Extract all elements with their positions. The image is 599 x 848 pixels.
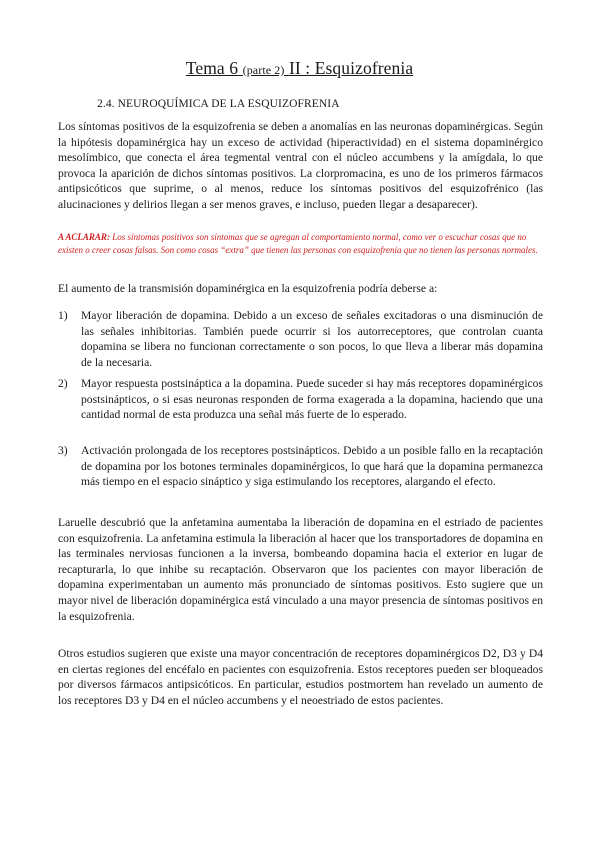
causes-intro-paragraph: El aumento de la transmisión dopaminérgica en la esquizofrenia podría deberse a:: [58, 282, 438, 295]
clarification-label: A ACLARAR:: [58, 232, 110, 242]
title-main: Tema 6: [185, 58, 239, 78]
list-item-number: 3): [58, 444, 68, 457]
receptors-paragraph: Otros estudios sugieren que existe una mayor concentración de receptores dopaminérgicos D2, D3 y D4 en ciertas regiones del encéfalo en pacientes con esquizofrenia. Estos receptores pueden ser bloqueados por diversos fármacos antipsicóticos. En particular, estudios postmortem han revelado un aumento de los receptores D3 y D4 en el núcleo accumbens y el neoestriado de estos pacientes.: [58, 647, 543, 707]
list-item-text: Activación prolongada de los receptores postsinápticos. Debido a un posible fallo en la recaptación de dopamina por los botones terminales dopaminérgicos, lo que hará que la dopamina permanezca más tiempo en el espacio sináptico y siga estimulando los receptores, alargando el efecto.: [81, 444, 543, 489]
section-heading: 2.4. NEUROQUÍMICA DE LA ESQUIZOFRENIA: [97, 98, 340, 110]
clarification-note: [58, 231, 543, 258]
list-item-number: 2): [58, 377, 68, 390]
clarification-text: Los síntomas positivos son síntomas que se agregan al comportamiento normal, como ver o escuchar cosas que no existen o creer cosas falsas. Son como cosas “extra” que tienen las personas con esquizofrenia que no tienen las personas normales.: [58, 232, 538, 256]
title-rest: II : Esquizofrenia: [288, 58, 414, 78]
title-part: (parte 2): [242, 63, 285, 77]
page-title: [0, 58, 599, 79]
list-item-text: Mayor liberación de dopamina. Debido a un exceso de señales excitadoras o una disminución de las señales inhibitorias. También puede ocurrir si los autorreceptores, que controlan cuanta dopamina se libera no funcionan correctamente o son pocos, lo que lleva a liberar más dopamina de la necesaria.: [81, 309, 543, 369]
intro-paragraph: Los síntomas positivos de la esquizofrenia se deben a anomalías en las neuronas dopaminérgicas. Según la hipótesis dopaminérgica hay un exceso de actividad (hiperactividad) en el sistema dopaminérgico mesolímbico, que conecta el área tegmental ventral con el núcleo accumbens y la amígdala, lo que provoca la aparición de dichos síntomas positivos. La clorpromacina, es uno de los primeros fármacos antipsicóticos que suprime, o al menos, reduce los síntomas positivos del esquizofrénico (las alucinaciones y delirios llegan a ser menos graves, e incluso, pueden llegar a desaparecer).: [58, 120, 543, 211]
list-item-number: 1): [58, 309, 68, 322]
list-item-text: Mayor respuesta postsináptica a la dopamina. Puede suceder si hay más receptores dopaminérgicos postsinápticos, o si esas neuronas responden de forma exagerada a la dopamina, haciendo que una cantidad normal de esta produzca una señal más fuerte de lo esperado.: [81, 377, 543, 422]
laruelle-paragraph: Laruelle descubrió que la anfetamina aumentaba la liberación de dopamina en el estriado de pacientes con esquizofrenia. La anfetamina estimula la liberación al hacer que los transportadores de dopamina en las terminales nerviosas funcionen a la inversa, bombeando dopamina hacia el exterior en lugar de recapturarla, lo que inhibe su recaptación. Observaron que los pacientes con mayor liberación de dopamina experimentaban un aumento más pronunciado de síntomas positivos. Esto sugiere que un mayor nivel de liberación dopaminérgica está vinculado a una mayor presencia de síntomas positivos en la esquizofrenia.: [58, 516, 543, 623]
